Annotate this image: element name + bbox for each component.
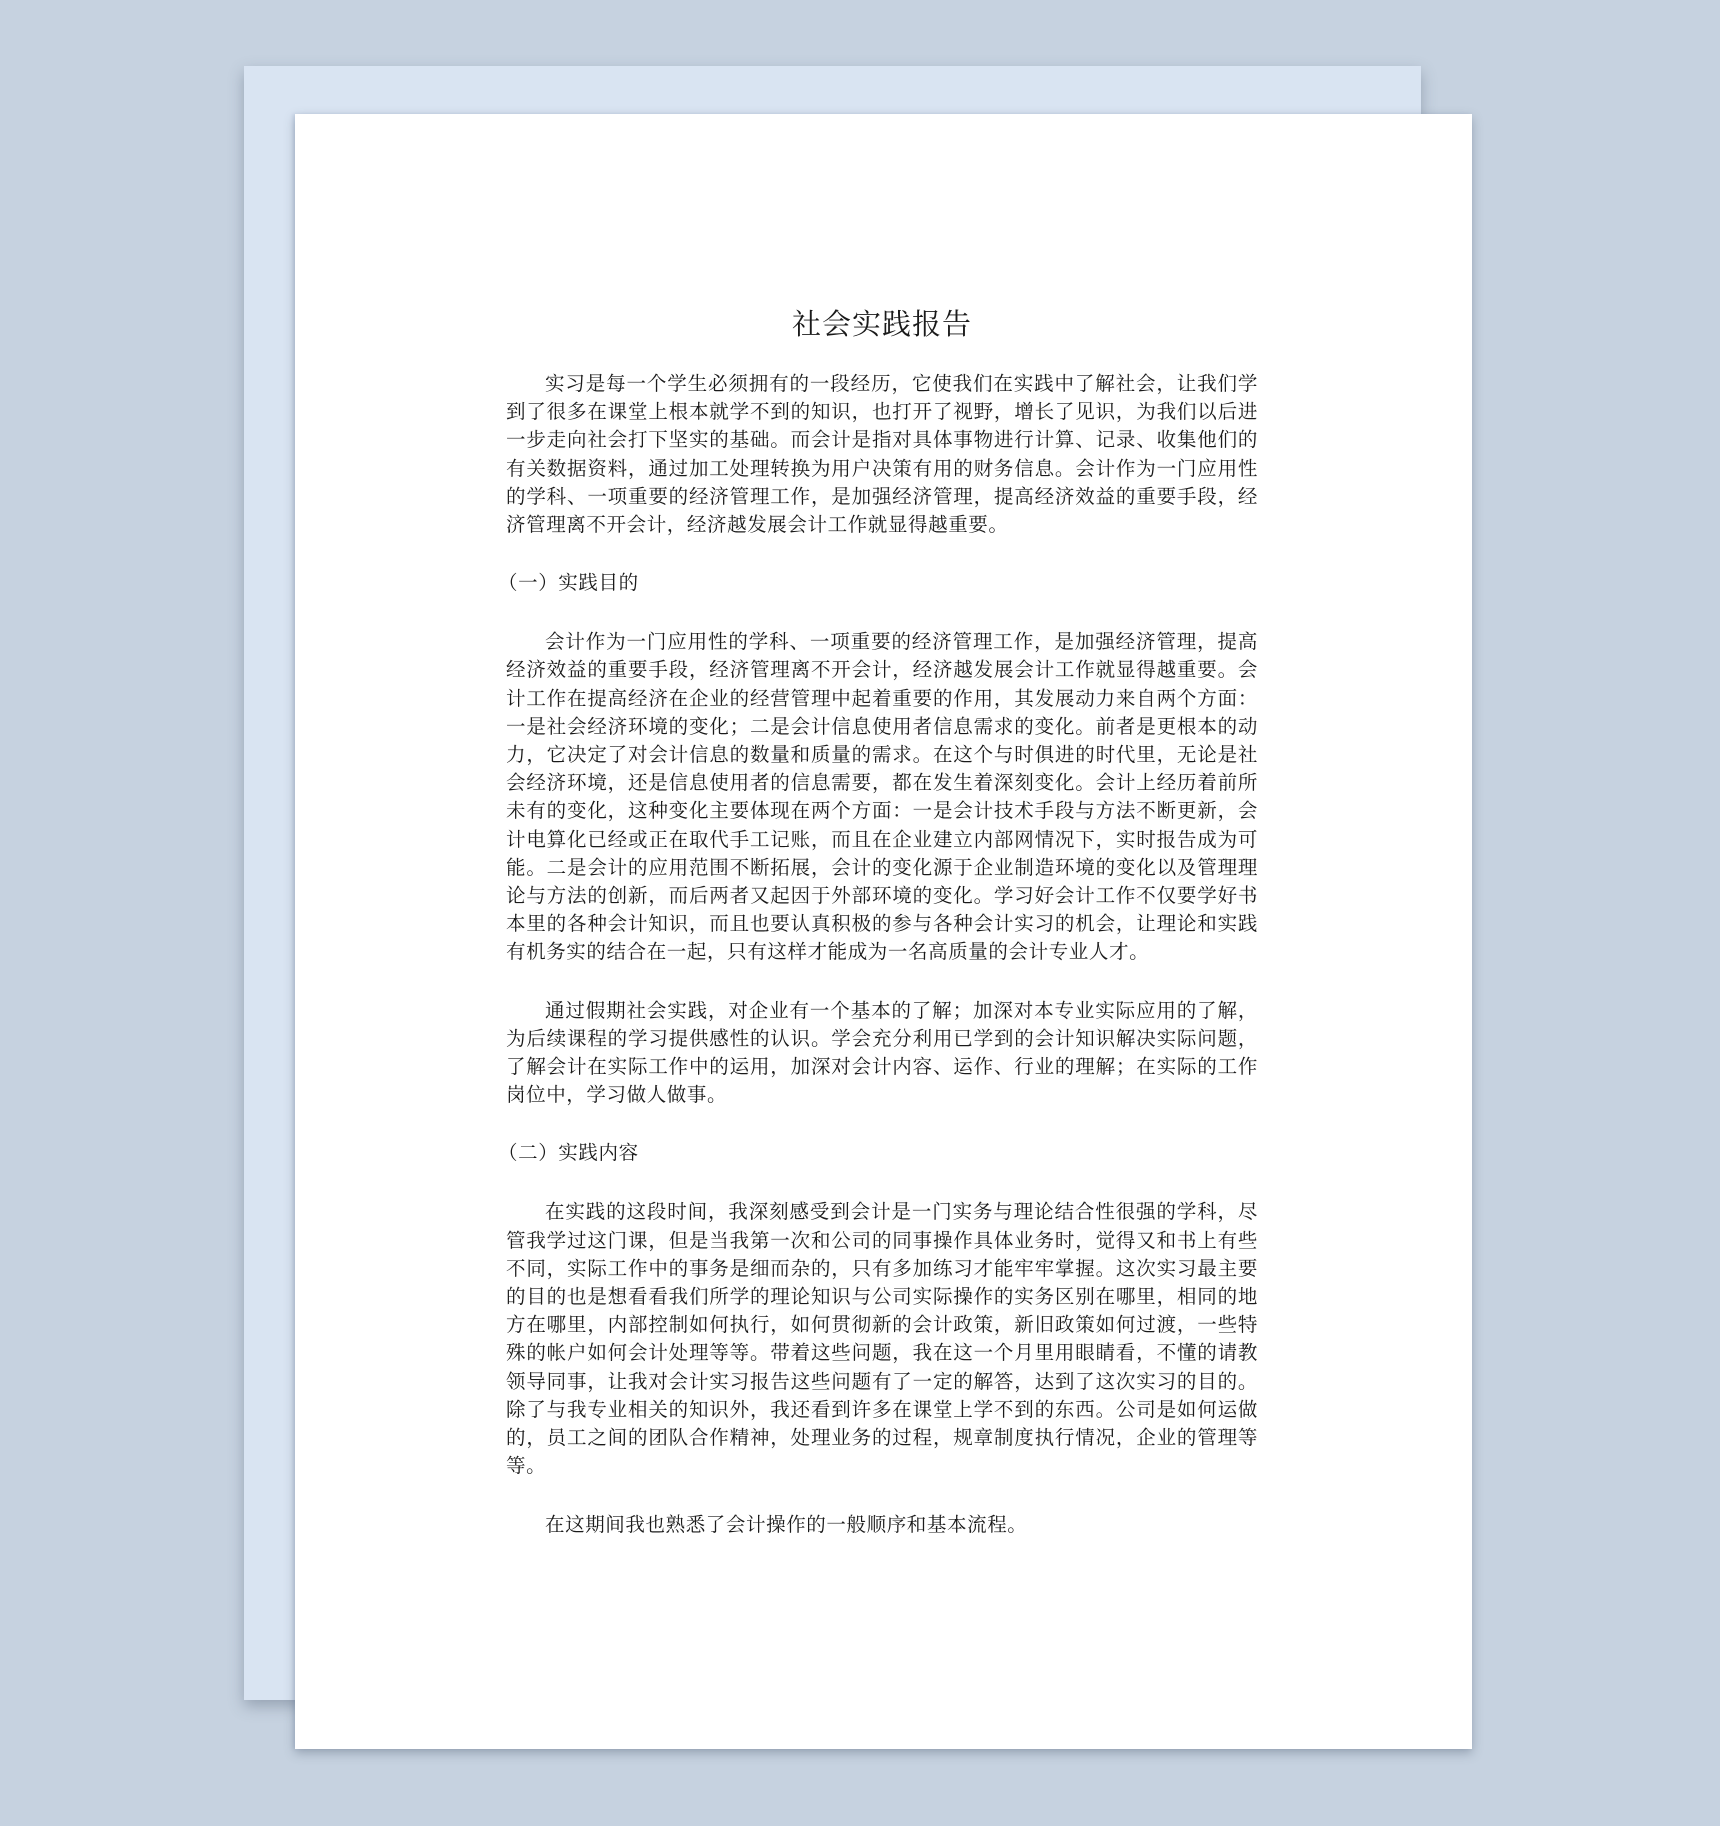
front-page-sheet (295, 114, 1472, 1749)
intro-paragraph: 实习是每一个学生必须拥有的一段经历，它使我们在实践中了解社会，让我们学到了很多在课堂上根本就学不到的知识，也打开了视野，增长了见识，为我们以后进一步走向社会打下坚实的基础。而会计是指对具体事物进行计算、记录、收集他们的有关数据资料，通过加工处理转换为用户决策有用的财务信息。会计作为一门应用性的学科、一项重要的经济管理工作，是加强经济管理，提高经济效益的重要手段，经济管理离不开会计，经济越发展会计工作就显得越重要。 (506, 372, 1258, 537)
document-title: 社会实践报告 (791, 307, 972, 341)
section-heading-content: （二）实践内容 (498, 1141, 639, 1165)
content-paragraph-2: 在这期间我也熟悉了会计操作的一般顺序和基本流程。 (545, 1512, 1028, 1536)
content-paragraph-1: 在实践的这段时间，我深刻感受到会计是一门实务与理论结合性很强的学科，尽管我学过这门课，但是当我第一次和公司的同事操作具体业务时，觉得又和书上有些不同，实际工作中的事务是细而杂的，只有多加练习才能牢牢掌握。这次实习最主要的目的也是想看看我们所学的理论知识与公司实际操作的实务区别在哪里，相同的地方在哪里，内部控制如何执行，如何贯彻新的会计政策，新旧政策如何过渡，一些特殊的帐户如何会计处理等等。带着这些问题，我在这一个月里用眼睛看，不懂的请教领导同事，让我对会计实习报告这些问题有了一定的解答，达到了这次实习的目的。除了与我专业相关的知识外，我还看到许多在课堂上学不到的东西。公司是如何运做的，员工之间的团队合作精神，处理业务的过程，规章制度执行情况，企业的管理等等。 (506, 1200, 1258, 1478)
purpose-paragraph-1: 会计作为一门应用性的学科、一项重要的经济管理工作，是加强经济管理，提高经济效益的重要手段，经济管理离不开会计，经济越发展会计工作就显得越重要。会计工作在提高经济在企业的经营管理中起着重要的作用，其发展动力来自两个方面：一是社会经济环境的变化；二是会计信息使用者信息需求的变化。前者是更根本的动力，它决定了对会计信息的数量和质量的需求。在这个与时俱进的时代里，无论是社会经济环境，还是信息使用者的信息需要，都在发生着深刻变化。会计上经历着前所未有的变化，这种变化主要体现在两个方面：一是会计技术手段与方法不断更新，会计电算化已经或正在取代手工记账，而且在企业建立内部网情况下，实时报告成为可能。二是会计的应用范围不断拓展，会计的变化源于企业制造环境的变化以及管理理论与方法的创新，而后两者又起因于外部环境的变化。学习好会计工作不仅要学好书本里的各种会计知识，而且也要认真积极的参与各种会计实习的机会，让理论和实践有机务实的结合在一起，只有这样才能成为一名高质量的会计专业人才。 (506, 630, 1258, 964)
section-heading-purpose: （一）实践目的 (498, 571, 639, 595)
purpose-paragraph-2: 通过假期社会实践，对企业有一个基本的了解；加深对本专业实际应用的了解，为后续课程的学习提供感性的认识。学会充分利用已学到的会计知识解决实际问题，了解会计在实际工作中的运用，加深对会计内容、运作、行业的理解；在实际的工作岗位中，学习做人做事。 (506, 998, 1258, 1107)
document-body (498, 304, 1258, 1569)
